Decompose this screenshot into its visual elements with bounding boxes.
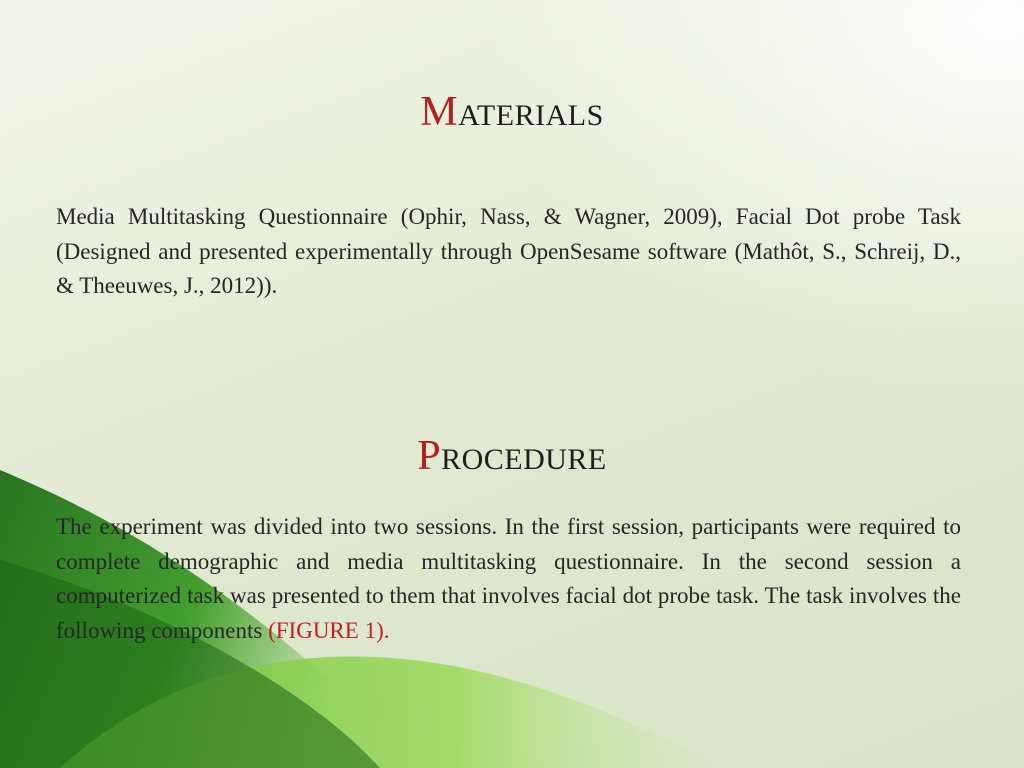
figure-reference: (FIGURE 1). (268, 617, 390, 643)
procedure-heading (0, 432, 1024, 480)
procedure-heading-initial: P (417, 433, 442, 479)
materials-heading-initial: M (420, 89, 459, 135)
procedure-text: The experiment was divided into two sessions. In the first session, participants were required to complete demographic and media multitasking questionnaire. In the second session a computerized task was presented to them that involves facial dot probe task. The task involves the following components (56, 514, 961, 643)
procedure-paragraph (56, 510, 961, 648)
materials-heading (0, 88, 1024, 136)
materials-heading-rest: ATERIALS (458, 99, 604, 132)
procedure-heading-rest: ROCEDURE (441, 443, 607, 476)
materials-paragraph: Media Multitasking Questionnaire (Ophir, Nass, & Wagner, 2009), Facial Dot probe Task (Designed and presented experimentally through OpenSesame software (Mathôt, S., Schreij, D., & Theeuwes, J., 2012)). (56, 204, 961, 298)
